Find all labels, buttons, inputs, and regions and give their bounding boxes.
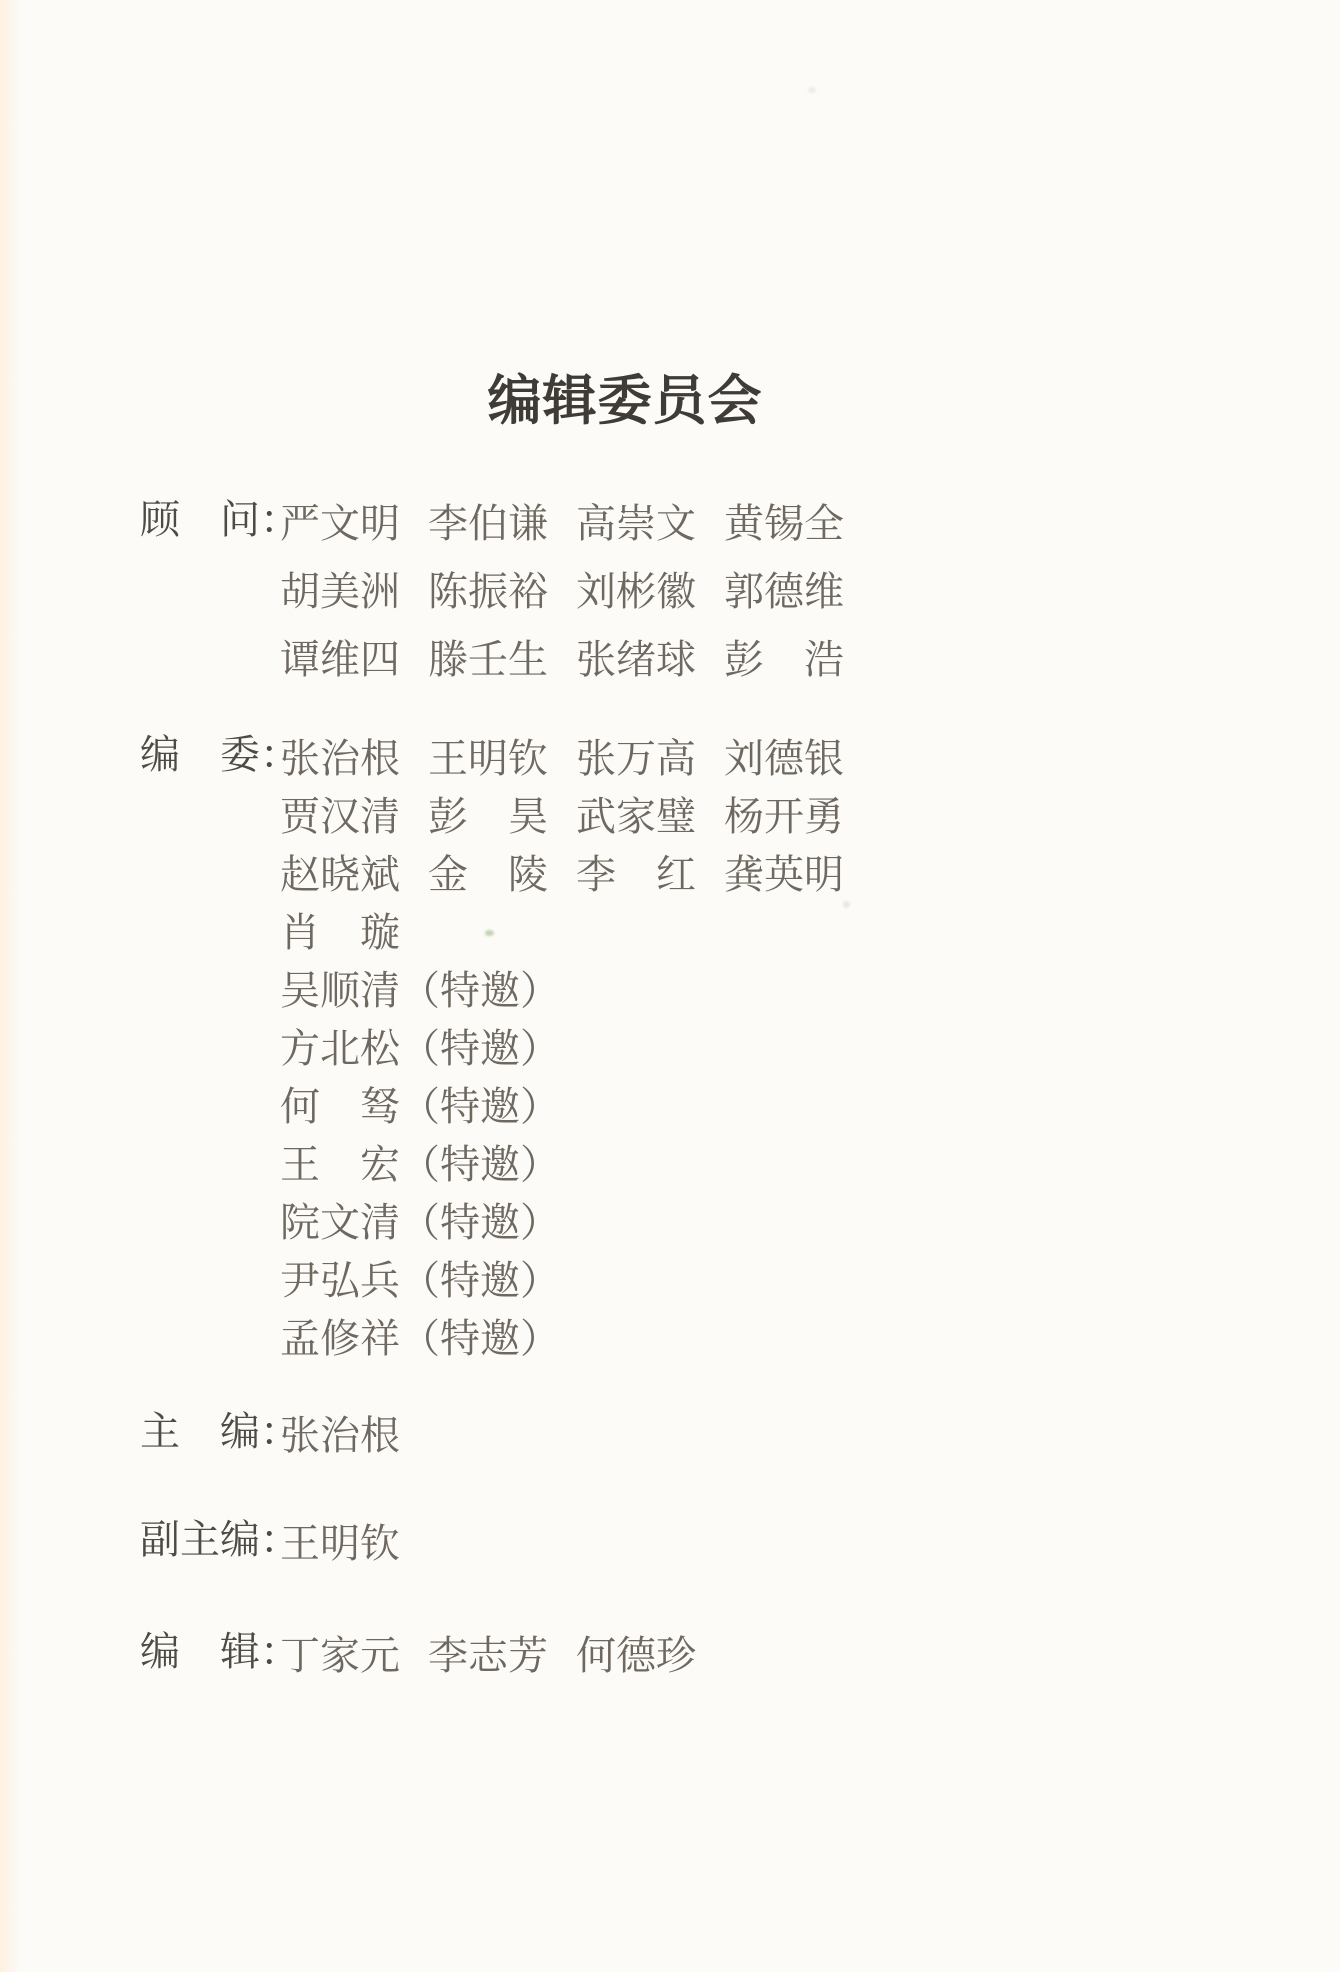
person-name: 丁家元	[280, 1632, 400, 1678]
person-name: 方北松（特邀）	[280, 1025, 560, 1071]
section-rows	[280, 1623, 696, 1681]
person-name: 黄锡全	[724, 500, 844, 546]
name-row	[280, 726, 844, 784]
person-name: 王明钦	[280, 1520, 400, 1566]
person-name: 何 驽（特邀）	[280, 1083, 560, 1129]
section-advisors	[140, 486, 1340, 690]
section-rows	[280, 726, 844, 1364]
person-name: 李伯谦	[428, 500, 548, 546]
name-row	[280, 1248, 844, 1306]
name-row	[280, 1403, 400, 1461]
person-name: 彭 昊	[428, 793, 548, 839]
person-name: 彭 浩	[724, 636, 844, 682]
person-name: 肖 璇	[280, 909, 400, 955]
section-label: 编 辑：	[140, 1630, 300, 1674]
name-row	[280, 1511, 400, 1569]
name-row	[280, 1132, 844, 1190]
person-name: 李 红	[576, 851, 696, 897]
name-row	[280, 1074, 844, 1132]
page-title: 编辑委员会	[487, 371, 763, 431]
section-editors	[140, 1623, 1340, 1681]
person-name: 陈振裕	[428, 568, 548, 614]
section-deputy-chief-editor	[140, 1511, 1340, 1569]
person-name: 高崇文	[576, 500, 696, 546]
person-name: 金 陵	[428, 851, 548, 897]
name-row	[280, 1190, 844, 1248]
person-name: 张万高	[576, 735, 696, 781]
name-row	[280, 958, 844, 1016]
person-name: 赵晓斌	[280, 851, 400, 897]
section-label: 编 委：	[140, 733, 300, 777]
name-row	[280, 842, 844, 900]
name-row	[280, 1306, 844, 1364]
section-label: 副主编：	[140, 1518, 300, 1562]
section-rows	[280, 1403, 400, 1461]
sections	[140, 486, 1340, 1681]
person-name: 何德珍	[576, 1632, 696, 1678]
name-row	[280, 622, 844, 690]
section-label: 顾 问：	[140, 498, 300, 542]
person-name: 王 宏（特邀）	[280, 1141, 560, 1187]
person-name: 张治根	[280, 735, 400, 781]
person-name: 龚英明	[724, 851, 844, 897]
section-rows	[280, 486, 844, 690]
name-row	[280, 486, 844, 554]
person-name: 吴顺清（特邀）	[280, 967, 560, 1013]
person-name: 张治根	[280, 1412, 400, 1458]
person-name: 胡美洲	[280, 568, 400, 614]
person-name: 严文明	[280, 500, 400, 546]
person-name: 孟修祥（特邀）	[280, 1315, 560, 1361]
name-row	[280, 1623, 696, 1681]
person-name: 刘德银	[724, 735, 844, 781]
person-name: 滕壬生	[428, 636, 548, 682]
person-name: 尹弘兵（特邀）	[280, 1257, 560, 1303]
person-name: 刘彬徽	[576, 568, 696, 614]
section-rows	[280, 1511, 400, 1569]
person-name: 杨开勇	[724, 793, 844, 839]
person-name: 张绪球	[576, 636, 696, 682]
person-name: 武家璧	[576, 793, 696, 839]
person-name: 谭维四	[280, 636, 400, 682]
name-row	[280, 554, 844, 622]
name-row	[280, 784, 844, 842]
person-name: 郭德维	[724, 568, 844, 614]
section-committee	[140, 726, 1340, 1364]
section-label: 主 编：	[140, 1410, 300, 1454]
section-chief-editor	[140, 1403, 1340, 1461]
person-name: 贾汉清	[280, 793, 400, 839]
person-name: 王明钦	[428, 735, 548, 781]
person-name: 院文清（特邀）	[280, 1199, 560, 1245]
name-row	[280, 1016, 844, 1074]
person-name: 李志芳	[428, 1632, 548, 1678]
name-row	[280, 900, 844, 958]
